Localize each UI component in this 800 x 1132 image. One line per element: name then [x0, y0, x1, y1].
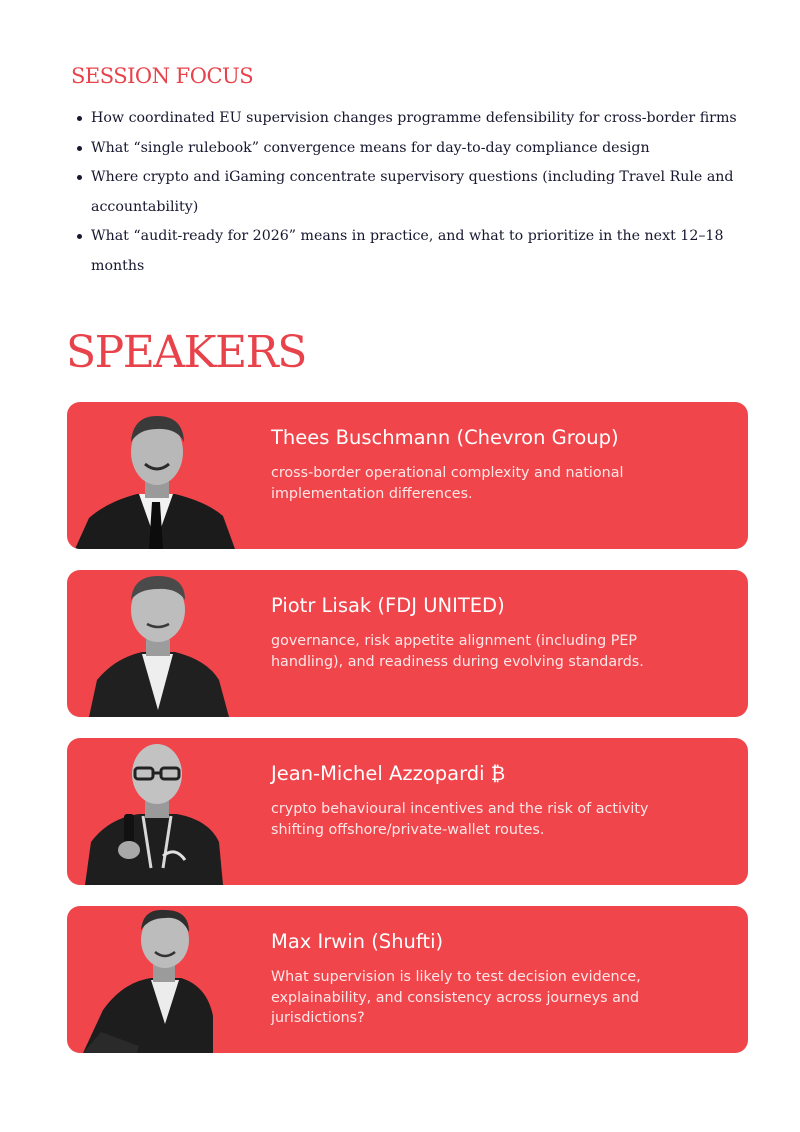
speaker-name: Thees Buschmann (Chevron Group): [271, 426, 619, 449]
speaker-card: [67, 402, 748, 549]
focus-item: What “audit-ready for 2026” means in practice, and what to prioritize in the next 12–18 months: [72, 222, 762, 281]
speaker-description: cross-border operational complexity and national implementation differences.: [271, 465, 624, 502]
session-focus-list: [72, 104, 762, 281]
speaker-description: crypto behavioural incentives and the risk of activity shifting offshore/private-wallet routes.: [271, 801, 649, 838]
speaker-card: [67, 738, 748, 885]
speaker-name: Piotr Lisak (FDJ UNITED): [271, 594, 505, 617]
speakers-heading: SPEAKERS: [66, 327, 306, 378]
speaker-photo: [67, 738, 267, 885]
focus-item: How coordinated EU supervision changes programme defensibility for cross-border firms: [72, 104, 762, 134]
speaker-photo: [67, 402, 267, 549]
speaker-photo: [67, 570, 267, 717]
speaker-name: Jean-Michel Azzopardi ₿: [271, 762, 506, 785]
focus-item: Where crypto and iGaming concentrate supervisory questions (including Travel Rule and accountability): [72, 163, 762, 222]
speaker-card: [67, 570, 748, 717]
speaker-card: [67, 906, 748, 1053]
speaker-description: What supervision is likely to test decision evidence, explainability, and consistency across journeys and jurisdictions?: [271, 969, 641, 1026]
focus-item: What “single rulebook” convergence means for day-to-day compliance design: [72, 134, 762, 164]
speaker-photo: [67, 906, 267, 1053]
session-focus-heading: SESSION FOCUS: [71, 64, 254, 88]
speaker-name: Max Irwin (Shufti): [271, 930, 444, 953]
speaker-description: governance, risk appetite alignment (including PEP handling), and readiness during evolving standards.: [271, 633, 644, 670]
